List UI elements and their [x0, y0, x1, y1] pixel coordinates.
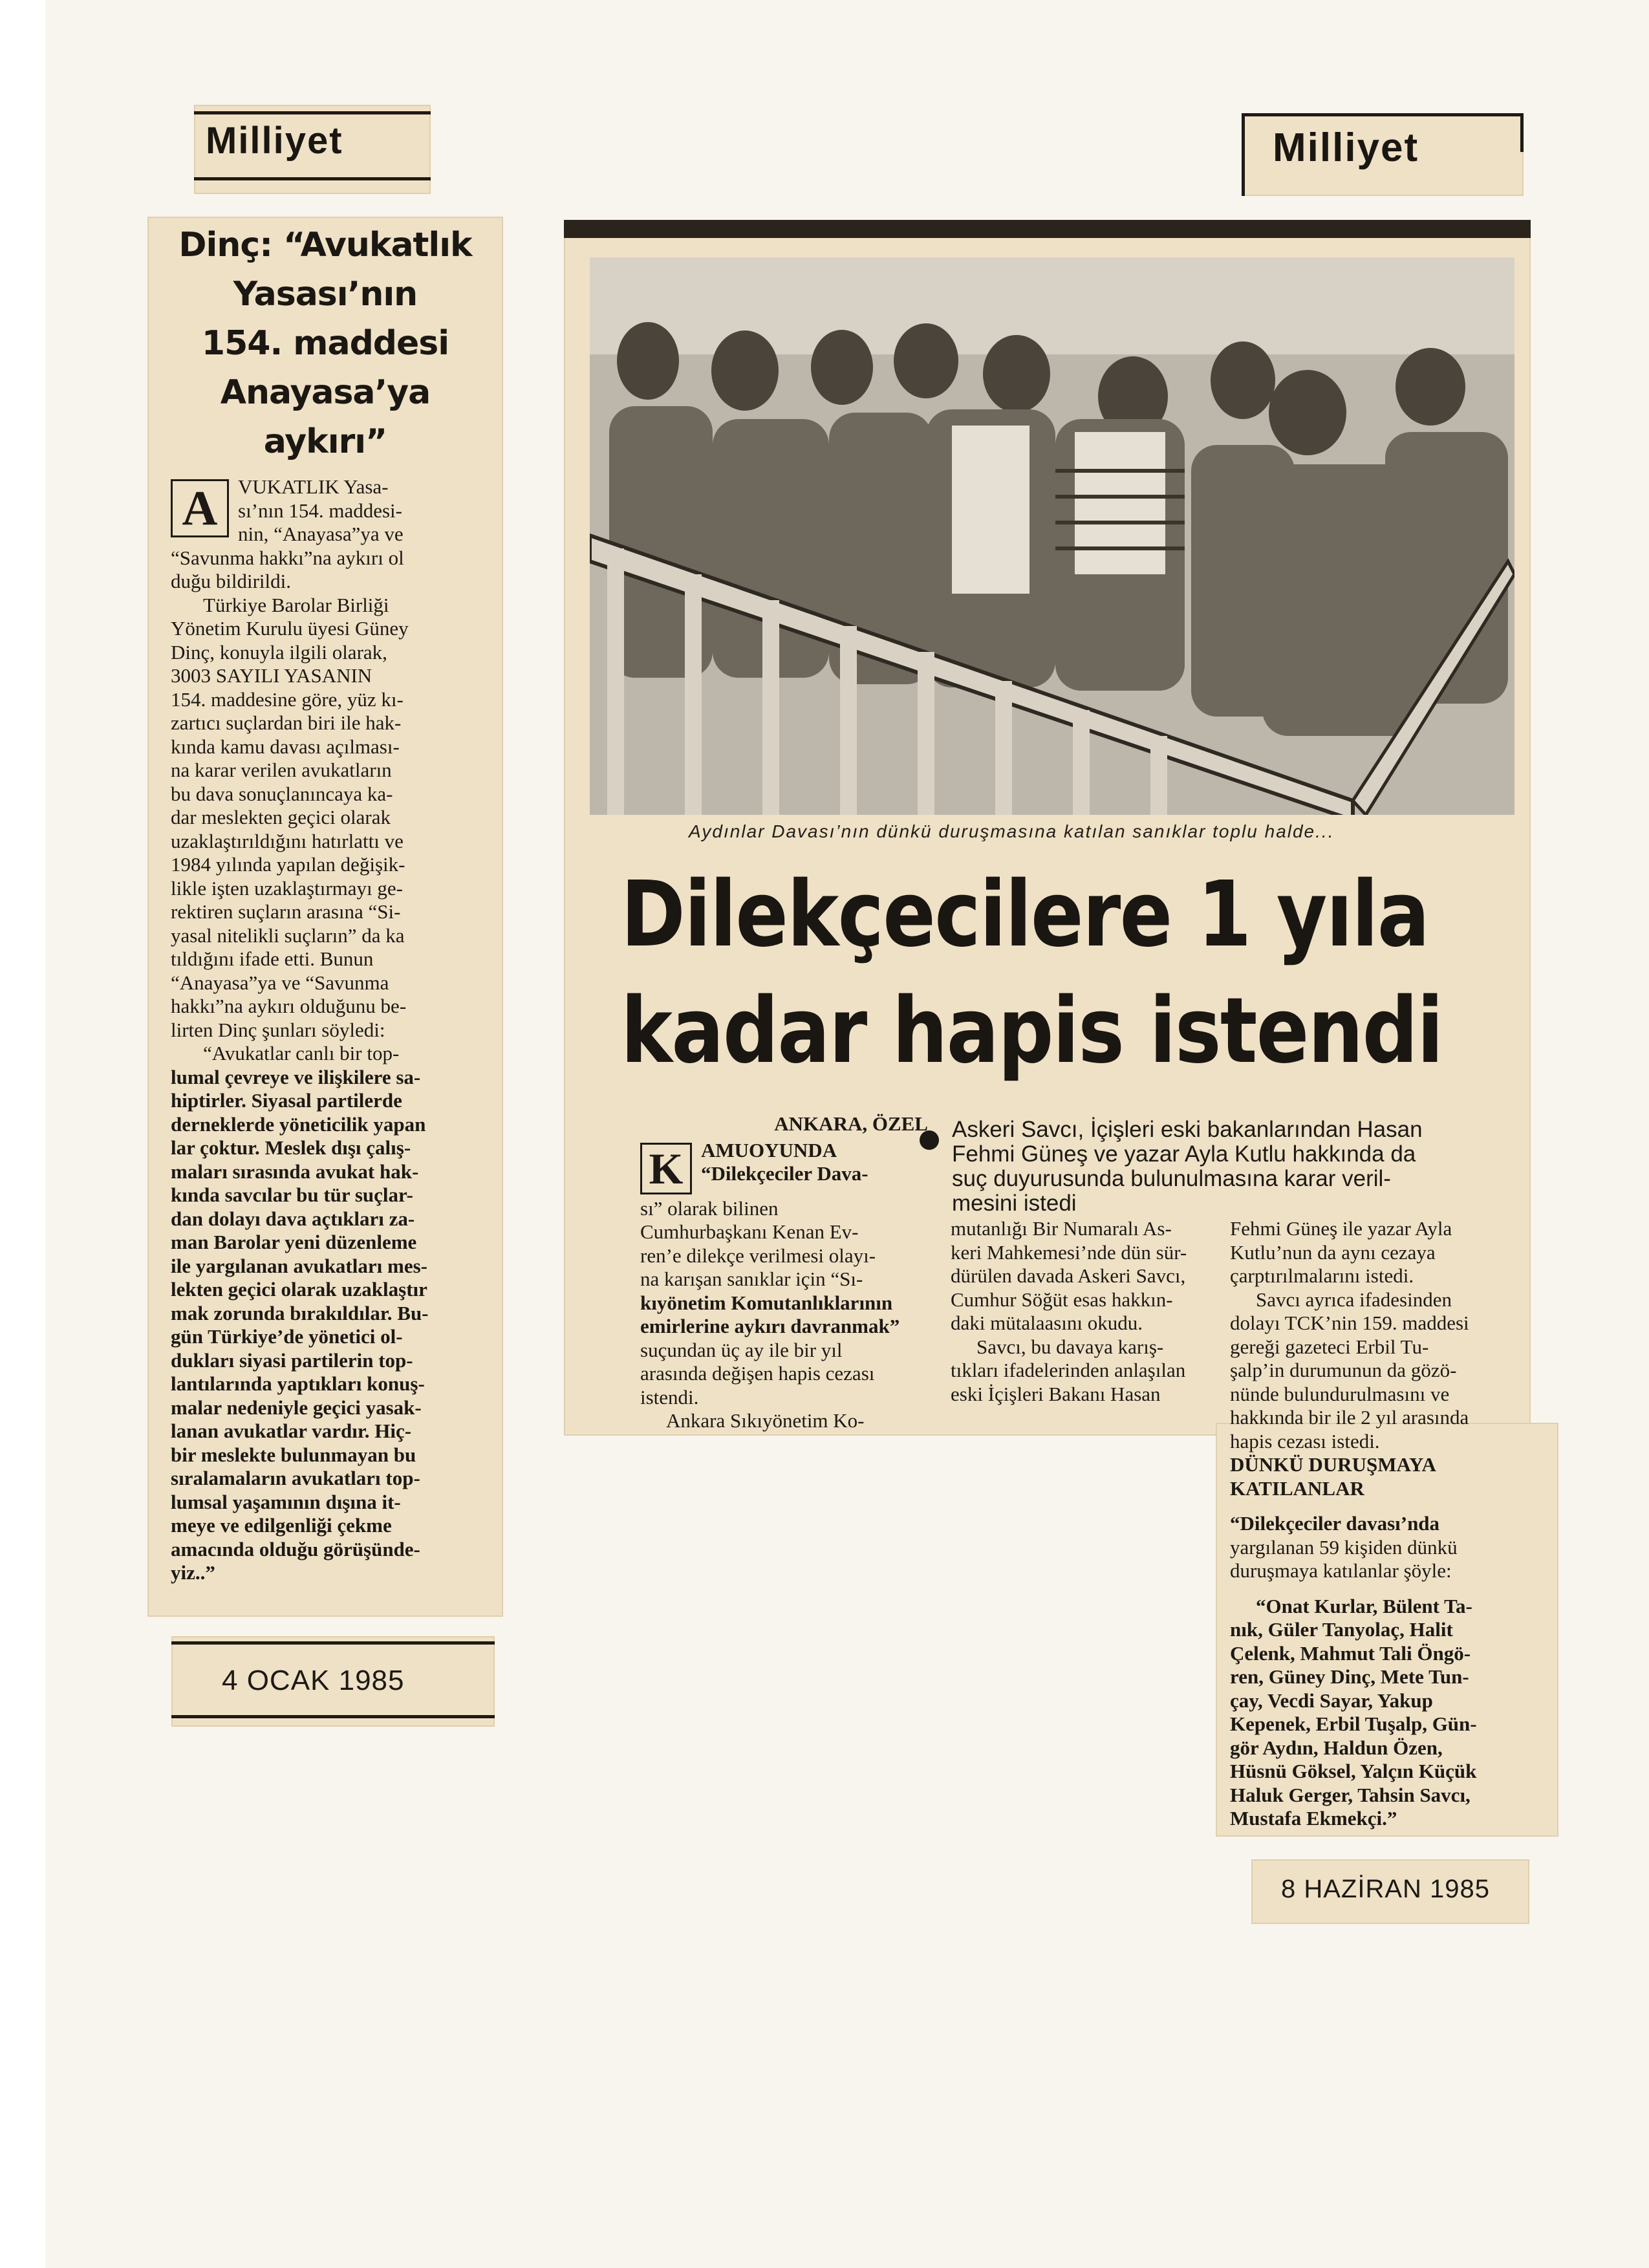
body-line: derneklerde yöneticilik yapan: [171, 1112, 426, 1136]
body-line: na karışan sanıklar için “Sı-: [640, 1268, 863, 1290]
body-line: likle işten uzaklaştırmayı ge-: [171, 876, 403, 900]
body-line: yasal nitelikli suçların” da ka: [171, 923, 405, 947]
masthead-clipping-right: [1242, 113, 1524, 196]
body-line: “Dilekçeciler davası’nda: [1230, 1512, 1440, 1535]
body-line: Hüsnü Göksel, Yalçın Küçük: [1230, 1760, 1477, 1782]
body-line: gör Aydın, Haldun Özen,: [1230, 1736, 1443, 1759]
spot-line: Askeri Savcı, İçişleri eski bakanlarından Hasan: [952, 1117, 1423, 1142]
body-line: kıyönetim Komutanlıklarının: [640, 1291, 893, 1314]
body-line: maları sırasında avukat hak-: [171, 1160, 419, 1183]
body-line: uzaklaştırıldığını hatırlattı ve: [171, 829, 404, 852]
body-line: 154. maddesine göre, yüz kı-: [171, 687, 404, 711]
body-line: sıralamaların avukatları top-: [171, 1467, 420, 1489]
body-line: man Barolar yeni düzenleme: [171, 1231, 417, 1253]
body-line: Savcı, bu davaya karış-: [976, 1335, 1164, 1358]
right-article-col3: [1230, 1217, 1518, 1831]
body-line: emirlerine aykırı davranmak”: [640, 1315, 900, 1337]
right-article-col2: [951, 1217, 1209, 1406]
right-article-col1: [640, 1112, 928, 1433]
dropcap: A: [171, 479, 229, 537]
body-line: amacında olduğu görüşünde-: [171, 1537, 420, 1561]
body-line: dar meslekten geçici olarak: [171, 806, 391, 828]
body-line: Cumhur Söğüt esas hakkın-: [951, 1288, 1173, 1311]
body-line: tıldığını ifade etti. Bunun: [171, 947, 374, 970]
spot-line: mesini istedi: [952, 1191, 1077, 1216]
body-line: gün Türkiye’de yönetici ol-: [171, 1325, 403, 1348]
body-line: duğu bildirildi.: [171, 570, 291, 592]
dropcap: K: [640, 1143, 692, 1194]
body-line: malar nedeniyle geçici yasak-: [171, 1396, 422, 1419]
body-line: 3003 SAYILI YASANIN: [171, 664, 372, 687]
body-line: meye ve edilgenliği çekme: [171, 1514, 392, 1537]
body-line: dukları siyasi partilerin top-: [171, 1348, 413, 1372]
body-line: keri Mahkemesi’nde dün sür-: [951, 1240, 1187, 1264]
body-line: çay, Vecdi Sayar, Yakup: [1230, 1689, 1433, 1712]
body-line: duruşmaya katılanlar şöyle:: [1230, 1559, 1452, 1582]
body-line: 1984 yılında yapılan değişik-: [171, 853, 405, 876]
body-line: lekten geçici olarak uzaklaştır: [171, 1278, 427, 1301]
courtroom-photo: [590, 257, 1514, 815]
body-line: nin, “Anayasa”ya ve: [238, 523, 404, 545]
body-line: tıkları ifadelerinden anlaşılan: [951, 1359, 1186, 1381]
body-line: kında kamu davası açılması-: [171, 735, 400, 758]
body-line: daki mütalaasını okudu.: [951, 1312, 1143, 1334]
body-line: nık, Güler Tanyolaç, Halit: [1230, 1618, 1453, 1641]
body-line: hapis cezası istedi.: [1230, 1429, 1380, 1453]
body-line: hakkı”na aykırı olduğunu be-: [171, 995, 407, 1017]
body-line: kında savcılar bu tür suçlar-: [171, 1183, 413, 1206]
body-line: sı’nın 154. maddesi-: [238, 499, 402, 522]
body-line: çarptırılmalarını istedi.: [1230, 1264, 1414, 1287]
body-line: istendi.: [640, 1385, 699, 1409]
body-line: ile yargılanan avukatları mes-: [171, 1254, 427, 1277]
body-line: lumsal yaşamının dışına it-: [171, 1490, 401, 1513]
body-line: zartıcı suçlardan biri ile hak-: [171, 711, 402, 734]
body-line: lirten Dinç şunları söyledi:: [171, 1018, 385, 1041]
body-line: VUKATLIK Yasa-: [238, 475, 389, 498]
body-line: “Savunma hakkı”na aykırı ol: [171, 546, 404, 569]
body-line: Haluk Gerger, Tahsin Savcı,: [1230, 1783, 1471, 1806]
body-line: mutanlığı Bir Numaralı As-: [951, 1217, 1172, 1240]
left-article-body: [171, 475, 488, 1585]
headline-line: Anayasa’ya: [220, 373, 431, 412]
page-margin: [0, 0, 45, 2268]
dateline: ANKARA, ÖZEL: [774, 1112, 928, 1135]
headline-cut-strip: [564, 220, 1531, 238]
body-line: lantılarında yaptıkları konuş-: [171, 1372, 425, 1395]
headline-line: Yasası’nın: [233, 275, 418, 314]
body-line: “Anayasa”ya ve “Savunma: [171, 971, 389, 994]
spot-line: suç duyurusunda bulunulmasına karar veril-: [952, 1166, 1391, 1191]
body-line: lar çoktur. Meslek dışı çalış-: [171, 1136, 411, 1159]
body-line: lanan avukatlar vardır. Hiç-: [171, 1420, 412, 1442]
body-line: ren’e dilekçe verilmesi olayı-: [640, 1244, 876, 1267]
body-line: Cumhurbaşkanı Kenan Ev-: [640, 1220, 859, 1243]
body-line: “Dilekçeciler Dava-: [701, 1162, 868, 1185]
courtroom-photo-image: [590, 257, 1514, 815]
body-line: bir meslekte bulunmayan bu: [171, 1443, 416, 1466]
date-label-right: 8 HAZİRAN 1985: [1281, 1875, 1491, 1903]
body-line: hakkında bir ile 2 yıl arasında: [1230, 1406, 1469, 1429]
date-label-left: 4 OCAK 1985: [222, 1665, 405, 1696]
body-line: ren, Güney Dinç, Mete Tun-: [1230, 1665, 1469, 1688]
headline-line: 154. maddesi: [201, 324, 449, 363]
body-line: gereği gazeteci Erbil Tu-: [1230, 1335, 1429, 1358]
body-line: sı” olarak bilinen: [640, 1196, 779, 1220]
body-line: Savcı ayrıca ifadesinden: [1256, 1288, 1452, 1311]
body-line: Ankara Sıkıyönetim Ko-: [666, 1409, 865, 1432]
spot-line: Fehmi Güneş ve yazar Ayla Kutlu hakkında da: [952, 1141, 1416, 1167]
body-line: “Avukatlar canlı bir top-: [203, 1042, 400, 1064]
subhead: KATILANLAR: [1230, 1476, 1364, 1500]
photo-caption: Aydınlar Davası’nın dünkü duruşmasına katılan sanıklar toplu halde...: [689, 821, 1335, 841]
body-line: arasında değişen hapis cezası: [640, 1362, 875, 1385]
body-line: nünde bulundurulmasını ve: [1230, 1382, 1450, 1405]
body-line: dürülen davada Askeri Savcı,: [951, 1264, 1186, 1287]
date-clipping-right: [1251, 1859, 1529, 1924]
body-line: bu dava sonuçlanıncaya ka-: [171, 782, 393, 805]
headline-line: Dinç: “Avukatlık: [178, 226, 472, 265]
body-line: dolayı TCK’nin 159. maddesi: [1230, 1312, 1469, 1334]
body-line: Kutlu’nun da aynı cezaya: [1230, 1240, 1436, 1264]
body-line: na karar verilen avukatların: [171, 759, 392, 781]
body-line: yargılanan 59 kişiden dünkü: [1230, 1535, 1458, 1559]
main-headline-line-2: kadar hapis istendi: [621, 978, 1443, 1084]
body-line: hiptirler. Siyasal partilerde: [171, 1089, 402, 1112]
body-line: Çelenk, Mahmut Tali Öngö-: [1230, 1641, 1471, 1665]
body-line: mak zorunda bırakıldılar. Bu-: [171, 1301, 429, 1324]
body-line: rektiren suçların arasına “Si-: [171, 900, 401, 923]
body-line: Türkiye Barolar Birliği: [203, 593, 389, 616]
main-headline-line-1: Dilekçecilere 1 yıla: [621, 862, 1429, 967]
spot-text: [952, 1118, 1521, 1216]
body-line: lumal çevreye ve ilişkilere sa-: [171, 1065, 421, 1088]
body-line: “Onat Kurlar, Bülent Ta-: [1256, 1594, 1472, 1617]
body-line: yiz..”: [171, 1561, 215, 1584]
left-article-headline: [154, 221, 497, 466]
body-line: eski İçişleri Bakanı Hasan: [951, 1382, 1161, 1405]
body-line: dan dolayı dava açtıkları za-: [171, 1207, 415, 1230]
body-line: suçundan üç ay ile bir yıl: [640, 1338, 843, 1361]
body-line: Mustafa Ekmekçi.”: [1230, 1807, 1397, 1830]
body-line: AMUOYUNDA: [701, 1138, 837, 1161]
left-article-clipping: [147, 217, 503, 1617]
body-line: şalp’in durumunun da gözö-: [1230, 1359, 1457, 1381]
headline-line: aykırı”: [263, 422, 387, 461]
masthead-right: Milliyet: [1273, 125, 1419, 170]
body-line: Kepenek, Erbil Tuşalp, Gün-: [1230, 1712, 1477, 1735]
subhead: DÜNKÜ DURUŞMAYA: [1230, 1453, 1436, 1476]
body-line: Dinç, konuyla ilgili olarak,: [171, 640, 387, 664]
body-line: Fehmi Güneş ile yazar Ayla: [1230, 1217, 1452, 1240]
body-line: Yönetim Kurulu üyesi Güney: [171, 617, 409, 640]
masthead-clipping-left: [194, 105, 431, 194]
masthead-left: Milliyet: [206, 120, 343, 162]
date-clipping-left: [171, 1636, 495, 1727]
